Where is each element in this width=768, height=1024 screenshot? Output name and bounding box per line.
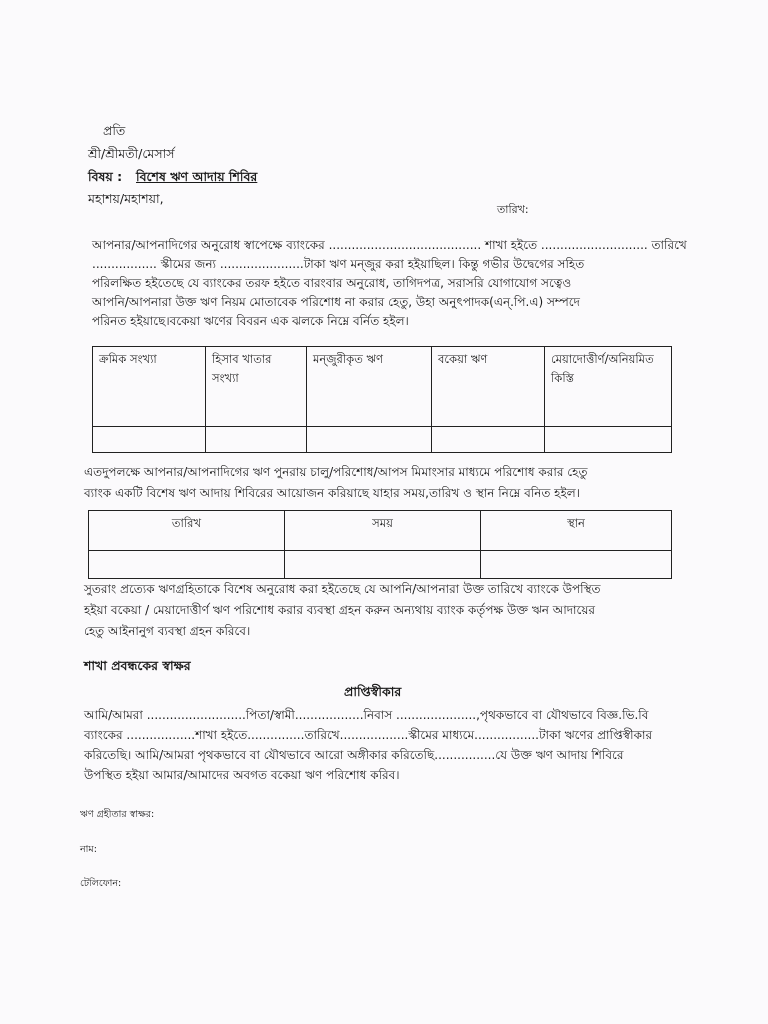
request-line: সুতরাং প্রত্যেক ঋণগ্রহিতাকে বিশেষ অনুরোধ করা হইতেছে যে আপনি/আপনারা উক্ত তারিখে ব্যাংকে উপস্থিত xyxy=(84,582,601,596)
intro-line: আপনার/আপনাদিগের অনুরোধ স্বাপেক্ষে ব্যাংকের ........................................ শাখা হইতে ............................ তারিখে xyxy=(92,238,687,252)
table-cell[interactable] xyxy=(89,551,285,579)
acknowledgement-title: প্রাপ্তিস্বীকার xyxy=(344,684,402,699)
acknowledgement-line: উপস্থিত হইয়া আমার/আমাদের অবগত বকেয়া ঋণ পরিশোধ করিব। xyxy=(84,768,400,782)
name-label: নাম: xyxy=(80,844,97,855)
table-cell[interactable] xyxy=(206,427,307,453)
intro-line: আপনি/আপনারা উক্ত ঋণ নিয়ম মোতাবেক পরিশোধ না করার হেতু, উহা অনুৎপাদক(এন্‌.পি.এ) সম্পদে xyxy=(92,295,580,309)
table-header-cell: বকেয়া ঋণ xyxy=(432,347,545,427)
table-header-cell: হিসাব খাতার সংখ্যা xyxy=(206,347,307,427)
table-cell[interactable] xyxy=(307,427,432,453)
subject-label: বিষয় : xyxy=(88,169,123,184)
table-header-cell: স্থান xyxy=(481,511,672,551)
date-label: তারিখ: xyxy=(497,203,529,216)
table-row xyxy=(89,551,672,579)
intro-line: পরিনত হইয়াছে।বকেয়া ঋণের বিবরন এক ঝলকে নিম্নে বর্নিত হইল। xyxy=(92,314,409,328)
acknowledgement-line: আমি/আমরা ..........................পিতা/স্বামী..................নিবাস .....................,পৃথকভাবে বা যৌথভাবে বিজ্ঞ.ভি.বি xyxy=(84,708,649,722)
addressee-line: শ্রী/শ্রীমতী/মেসার্স xyxy=(88,146,175,161)
borrower-signature-label: ঋণ গ্রহীতার স্বাক্ষর: xyxy=(80,809,155,820)
table-header-row xyxy=(89,511,672,551)
telephone-label: টেলিফোন: xyxy=(80,878,122,889)
acknowledgement-line: ব্যাংকের ..................শাখা হইতে...............তারিখে..................স্কীমের মাধ্যমে.................টাকা ঋণের প্রাপ্তিস্বীকার xyxy=(84,728,653,742)
table-header-row xyxy=(93,347,672,427)
middle-line: এতদুপলক্ষে আপনার/আপনাদিগের ঋণ পুনরায় চালু/পরিশোধ/আপস মিমাংসার মাধ্যমে পরিশোধ করার হেতু xyxy=(84,465,588,479)
middle-line: ব্যাংক একটি বিশেষ ঋণ আদায় শিবিরের আয়োজন করিয়াছে যাহার সময়,তারিখ ও স্থান নিম্নে বনিত হইল। xyxy=(84,486,580,500)
proti-label: প্রতি xyxy=(103,123,126,138)
table-header-cell: মন্জুরীকৃত ঋণ xyxy=(307,347,432,427)
table-header-cell: ক্রমিক সংখ্যা xyxy=(93,347,206,427)
request-line: হইয়া বকেয়া / মেয়াদোত্তীর্ণ ঋণ পরিশোধ করার ব্যবস্থা গ্রহন করুন অন্যথায় ব্যাংক কর্তৃপক্ষ উক্ত ঋন আদায়ের xyxy=(84,603,595,617)
table-header-cell: মেয়াদোত্তীর্ণ/অনিয়মিত কিস্তি xyxy=(545,347,672,427)
camp-schedule-table xyxy=(88,510,672,579)
acknowledgement-line: করিতেছি। আমি/আমরা পৃথকভাবে বা যৌথভাবে আরো অঙ্গীকার করিতেছি................যে উক্ত ঋণ আদায় শিবিরে xyxy=(84,748,624,762)
table-cell[interactable] xyxy=(285,551,481,579)
intro-line: ................. স্কীমের জন্য ......................টাকা ঋণ মন্জুর করা হইয়াছিল। কিন্তু গভীর উদ্বেগের সহিত xyxy=(92,257,585,271)
table-cell[interactable] xyxy=(93,427,206,453)
subject-text: বিশেষ ঋণ আদায় শিবির xyxy=(136,169,258,184)
salutation: মহাশয়/মহাশয়া, xyxy=(88,191,164,206)
table-row xyxy=(93,427,672,453)
table-header-cell: তারিখ xyxy=(89,511,285,551)
table-cell[interactable] xyxy=(481,551,672,579)
table-header-cell: সময় xyxy=(285,511,481,551)
intro-line: পরিলক্ষিত হইতেছে যে ব্যাংকের তরফ হইতে বারংবার অনুরোধ, তাগিদপত্র, সরাসরি যোগাযোগ সত্বেও xyxy=(92,276,572,290)
table-cell[interactable] xyxy=(545,427,672,453)
table-cell[interactable] xyxy=(432,427,545,453)
loan-details-table xyxy=(92,346,672,453)
manager-signature-label: শাখা প্রবন্ধকের স্বাক্ষর xyxy=(84,658,191,673)
request-line: হেতু আইনানুগ ব্যবস্থা গ্রহন করিবে। xyxy=(84,624,251,638)
